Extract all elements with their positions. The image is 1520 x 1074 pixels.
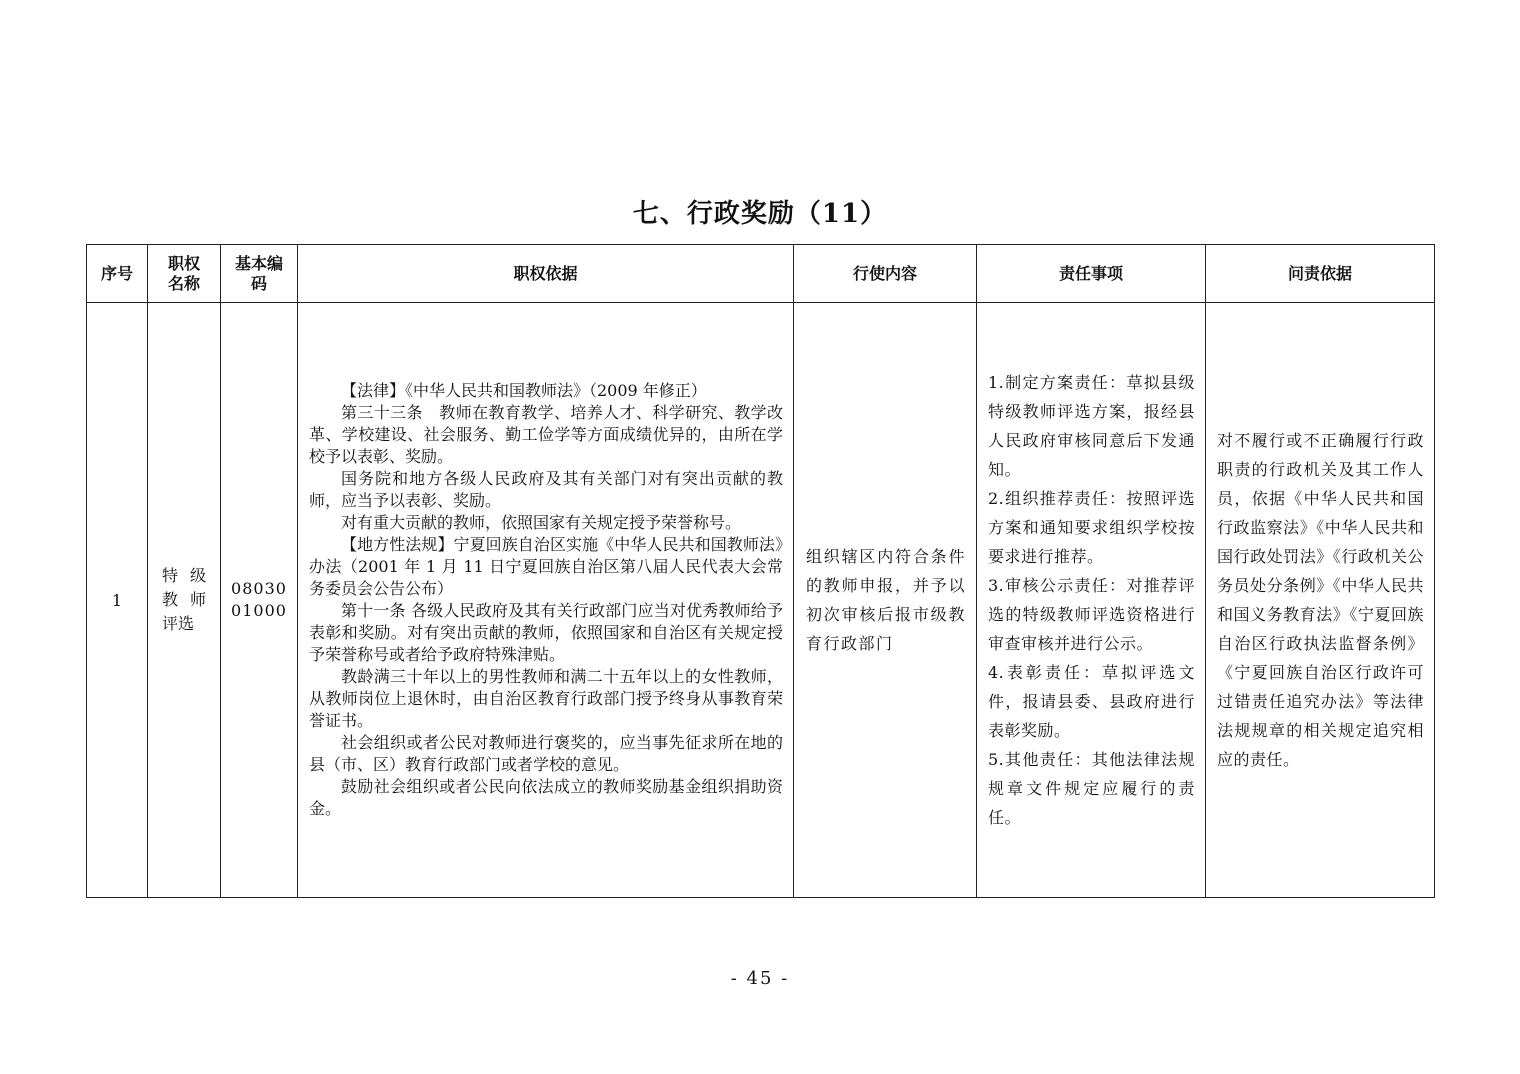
cell-seq: 1 — [87, 303, 148, 898]
code-line: 01000 — [231, 601, 287, 620]
basis-paragraph: 教龄满三十年以上的男性教师和满二十五年以上的女性教师，从教师岗位上退休时，由自治区教育行政部门授予终身从事教育荣誉证书。 — [309, 667, 783, 730]
table-row — [87, 303, 1435, 898]
header-name: 职权名称 — [148, 245, 221, 303]
header-accountability: 问责依据 — [1206, 245, 1435, 303]
code-line: 08030 — [231, 579, 287, 598]
basis-paragraph: 【地方性法规】宁夏回族自治区实施《中华人民共和国教师法》办法（2001 年 1 月 11 日宁夏回族自治区第八届人民代表大会常务委员会公告公布） — [309, 535, 783, 598]
power-name-line: 教 师 — [162, 590, 206, 609]
basis-paragraph: 鼓励社会组织或者公民向依法成立的教师奖励基金组织捐助资金。 — [309, 777, 783, 818]
power-name-line: 评选 — [162, 614, 195, 633]
responsibility-item: 1.制定方案责任：草拟县级特级教师评选方案，报经县人民政府审核同意后下发通知。 — [988, 373, 1195, 479]
header-content: 行使内容 — [794, 245, 977, 303]
page-title: 七、行政奖励（11） — [632, 199, 888, 229]
power-name-line: 特 级 — [162, 566, 206, 585]
header-code: 基本编码 — [221, 245, 298, 303]
cell-accountability: 对不履行或不正确履行行政职责的行政机关及其工作人员，依据《中华人民共和国行政监察法》《中华人民共和国行政处罚法》《行政机关公务员处分条例》《中华人民共和国义务教育法》《宁夏回族自治区行政执法监督条例》《宁夏回族自治区行政许可过错责任追究办法》等法律法规规章的相关规定追究相应的责任。 — [1206, 303, 1435, 898]
cell-power-basis — [298, 303, 794, 898]
cell-responsibility — [977, 303, 1206, 898]
page-number: - 45 - — [730, 968, 790, 989]
header-responsibility: 责任事项 — [977, 245, 1206, 303]
cell-exercise-content: 组织辖区内符合条件的教师申报，并予以初次审核后报市级教育行政部门 — [794, 303, 977, 898]
responsibility-item: 5.其他责任：其他法律法规规章文件规定应履行的责任。 — [988, 750, 1195, 827]
cell-power-name — [148, 303, 221, 898]
cell-basic-code — [221, 303, 298, 898]
table-header-row — [87, 245, 1435, 303]
basis-paragraph: 社会组织或者公民对教师进行褒奖的，应当事先征求所在地的县（市、区）教育行政部门或者学校的意见。 — [309, 733, 783, 774]
basis-paragraph: 对有重大贡献的教师，依照国家有关规定授予荣誉称号。 — [341, 513, 742, 532]
authority-table — [86, 244, 1435, 898]
header-basis: 职权依据 — [298, 245, 794, 303]
responsibility-item: 4.表彰责任：草拟评选文件，报请县委、县政府进行表彰奖励。 — [988, 663, 1195, 740]
header-seq: 序号 — [87, 245, 148, 303]
basis-paragraph: 国务院和地方各级人民政府及其有关部门对有突出贡献的教师，应当予以表彰、奖励。 — [309, 469, 783, 510]
responsibility-item: 3.审核公示责任：对推荐评选的特级教师评选资格进行审查审核并进行公示。 — [988, 576, 1195, 653]
responsibility-item: 2.组织推荐责任：按照评选方案和通知要求组织学校按要求进行推荐。 — [988, 489, 1195, 566]
basis-paragraph: 第十一条 各级人民政府及其有关行政部门应当对优秀教师给予表彰和奖励。对有突出贡献的教师，依照国家和自治区有关规定授予荣誉称号或者给予政府特殊津贴。 — [309, 601, 783, 664]
basis-paragraph: 第三十三条 教师在教育教学、培养人才、科学研究、教学改革、学校建设、社会服务、勤工俭学等方面成绩优异的，由所在学校予以表彰、奖励。 — [309, 403, 783, 466]
basis-paragraph: 【法律】《中华人民共和国教师法》（2009 年修正） — [341, 381, 707, 400]
